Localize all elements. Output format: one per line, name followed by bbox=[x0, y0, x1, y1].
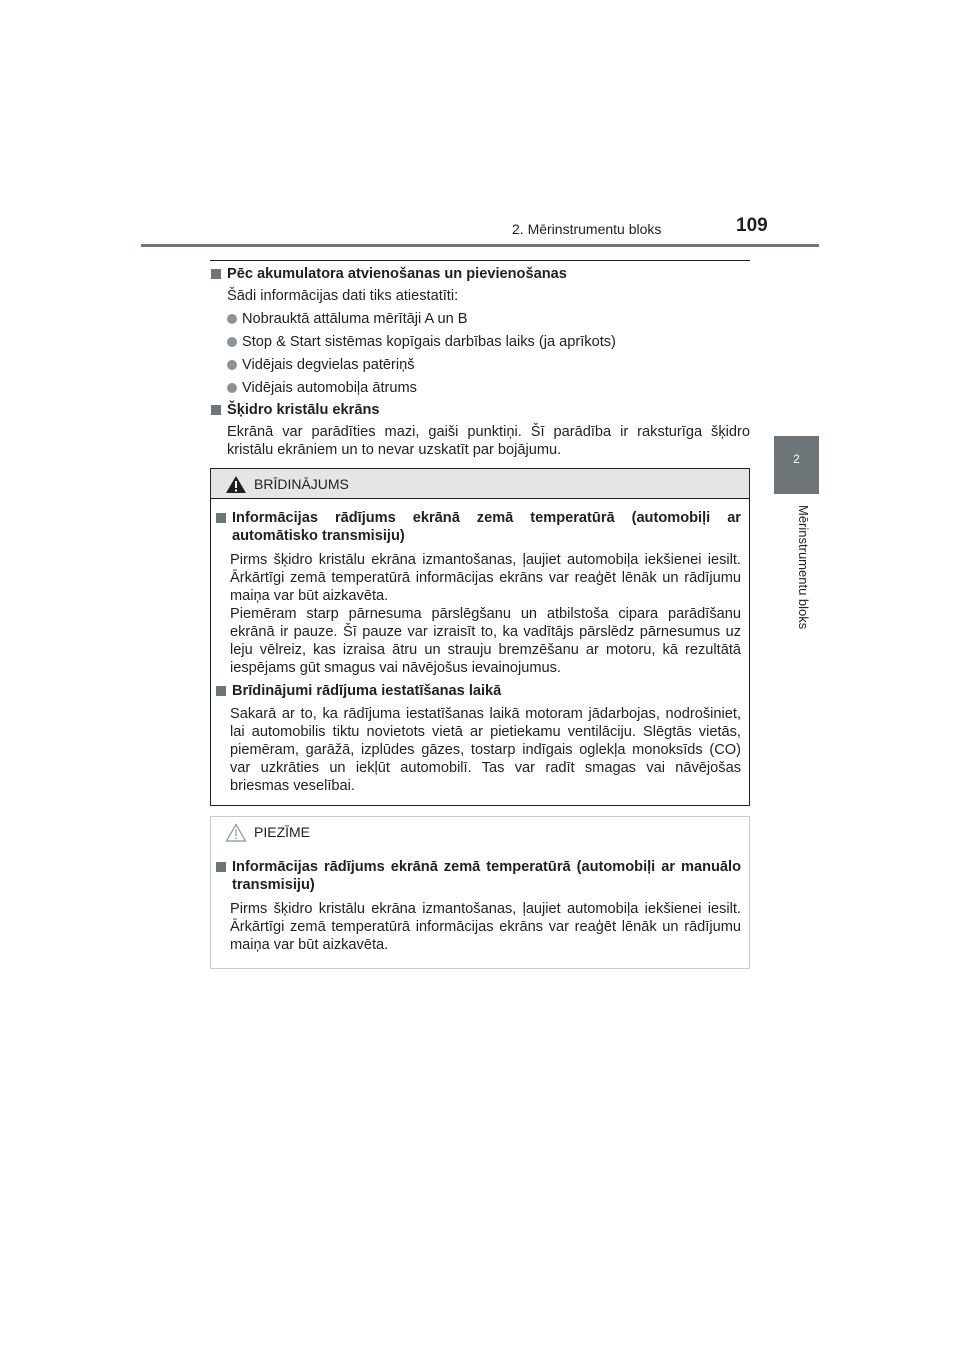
heading-text: Informācijas rādījums ekrānā zemā temperatūrā (automobiļi ar automātisko transmisiju) bbox=[232, 510, 741, 544]
square-bullet-icon bbox=[211, 269, 221, 279]
note-header bbox=[211, 817, 749, 846]
square-bullet-icon bbox=[216, 862, 226, 872]
list-item-text: Vidējais degvielas patēriņš bbox=[242, 357, 415, 373]
intro-text: Šādi informācijas dati tiks atiestatīti: bbox=[227, 288, 459, 304]
header-rule bbox=[141, 244, 819, 247]
warning-heading-1 bbox=[215, 509, 741, 545]
caution-triangle-icon bbox=[225, 823, 247, 847]
heading-text: Pēc akumulatora atvienošanas un pievienošanas bbox=[227, 266, 567, 282]
bullet-dot-icon bbox=[227, 360, 237, 370]
note-title: PIEZĪME bbox=[254, 824, 311, 840]
list-item-text: Nobrauktā attāluma mērītāji A un B bbox=[242, 311, 468, 327]
warning-paragraph: Sakarā ar to, ka rādījuma iestatīšanas laikā motoram jādarbojas, nodrošiniet, lai automobilis tiktu novietots vietā ar pietiekamu ventilāciju. Slēgtās vietās, piemēram, garāžā, izplūdes gāzes, tostarp indīgais oglekļa monoksīds (CO) var uzkrāties un iekļūt automobilī. Tas var radīt smagas vai nāvējošas briesmas veselībai. bbox=[230, 706, 741, 794]
list-item-text: Stop & Start sistēmas kopīgais darbības laiks (ja aprīkots) bbox=[242, 334, 616, 350]
content-rule bbox=[210, 260, 750, 261]
heading-text: Informācijas rādījums ekrānā zemā temperatūrā (automobiļi ar manuālo transmisiju) bbox=[232, 859, 741, 893]
warning-body bbox=[211, 499, 749, 805]
bullet-dot-icon bbox=[227, 314, 237, 324]
note-paragraph: Pirms šķidro kristālu ekrāna izmantošanas, ļaujiet automobiļa iekšienei iesilt. Ārkārtīgi zemā temperatūrā informācijas ekrāns var reaģēt lēnāk un rādījumu maiņa var būt aizkavēta. bbox=[230, 901, 741, 953]
note-box bbox=[210, 816, 750, 969]
list-item bbox=[227, 333, 750, 351]
heading-battery bbox=[210, 265, 750, 283]
heading-text: Brīdinājumi rādījuma iestatīšanas laikā bbox=[232, 683, 502, 699]
list-item bbox=[227, 356, 750, 374]
bullet-dot-icon bbox=[227, 383, 237, 393]
heading-text: Šķidro kristālu ekrāns bbox=[227, 402, 380, 418]
warning-box bbox=[210, 468, 750, 806]
main-content bbox=[210, 265, 750, 459]
chapter-label: Mērinstrumentu bloks bbox=[796, 505, 811, 630]
warning-paragraph: Piemēram starp pārnesuma pārslēgšanu un atbilstoša cipara parādīšanu ekrānā ir pauze. Šī pauze var izraisīt to, ka vadītājs pārslēdz pārnesumus uz leju vēlreiz, kas izraisa ātru un strauju bremzēšanu ar motoru, kā rezultātā iespējams gūt smagus vai nāvējošus ievainojumus. bbox=[230, 606, 741, 676]
chapter-number: 2 bbox=[793, 452, 800, 466]
warning-paragraph: Pirms šķidro kristālu ekrāna izmantošanas, ļaujiet automobiļa iekšienei iesilt. Ārkārtīgi zemā temperatūrā informācijas ekrāns var reaģēt lēnāk un rādījumu maiņa var būt aizkavēta. bbox=[230, 552, 741, 604]
list-item-text: Vidējais automobiļa ātrums bbox=[242, 380, 417, 396]
square-bullet-icon bbox=[216, 513, 226, 523]
bullet-dot-icon bbox=[227, 337, 237, 347]
note-heading bbox=[215, 858, 741, 894]
square-bullet-icon bbox=[216, 686, 226, 696]
warning-heading-2 bbox=[215, 682, 741, 700]
lcd-paragraph: Ekrānā var parādīties mazi, gaiši punktiņi. Šī parādība ir raksturīga šķidro kristālu ekrāniem un to nevar uzskatīt par bojājumu. bbox=[227, 424, 750, 458]
page-number: 109 bbox=[736, 215, 768, 236]
warning-header bbox=[211, 469, 749, 499]
square-bullet-icon bbox=[211, 405, 221, 415]
warning-title: BRĪDINĀJUMS bbox=[254, 476, 349, 492]
heading-lcd bbox=[210, 401, 750, 419]
section-title: 2. Mērinstrumentu bloks bbox=[512, 221, 662, 237]
note-body bbox=[211, 846, 749, 964]
list-item bbox=[227, 379, 750, 397]
list-item bbox=[227, 310, 750, 328]
warning-triangle-icon bbox=[225, 475, 247, 499]
